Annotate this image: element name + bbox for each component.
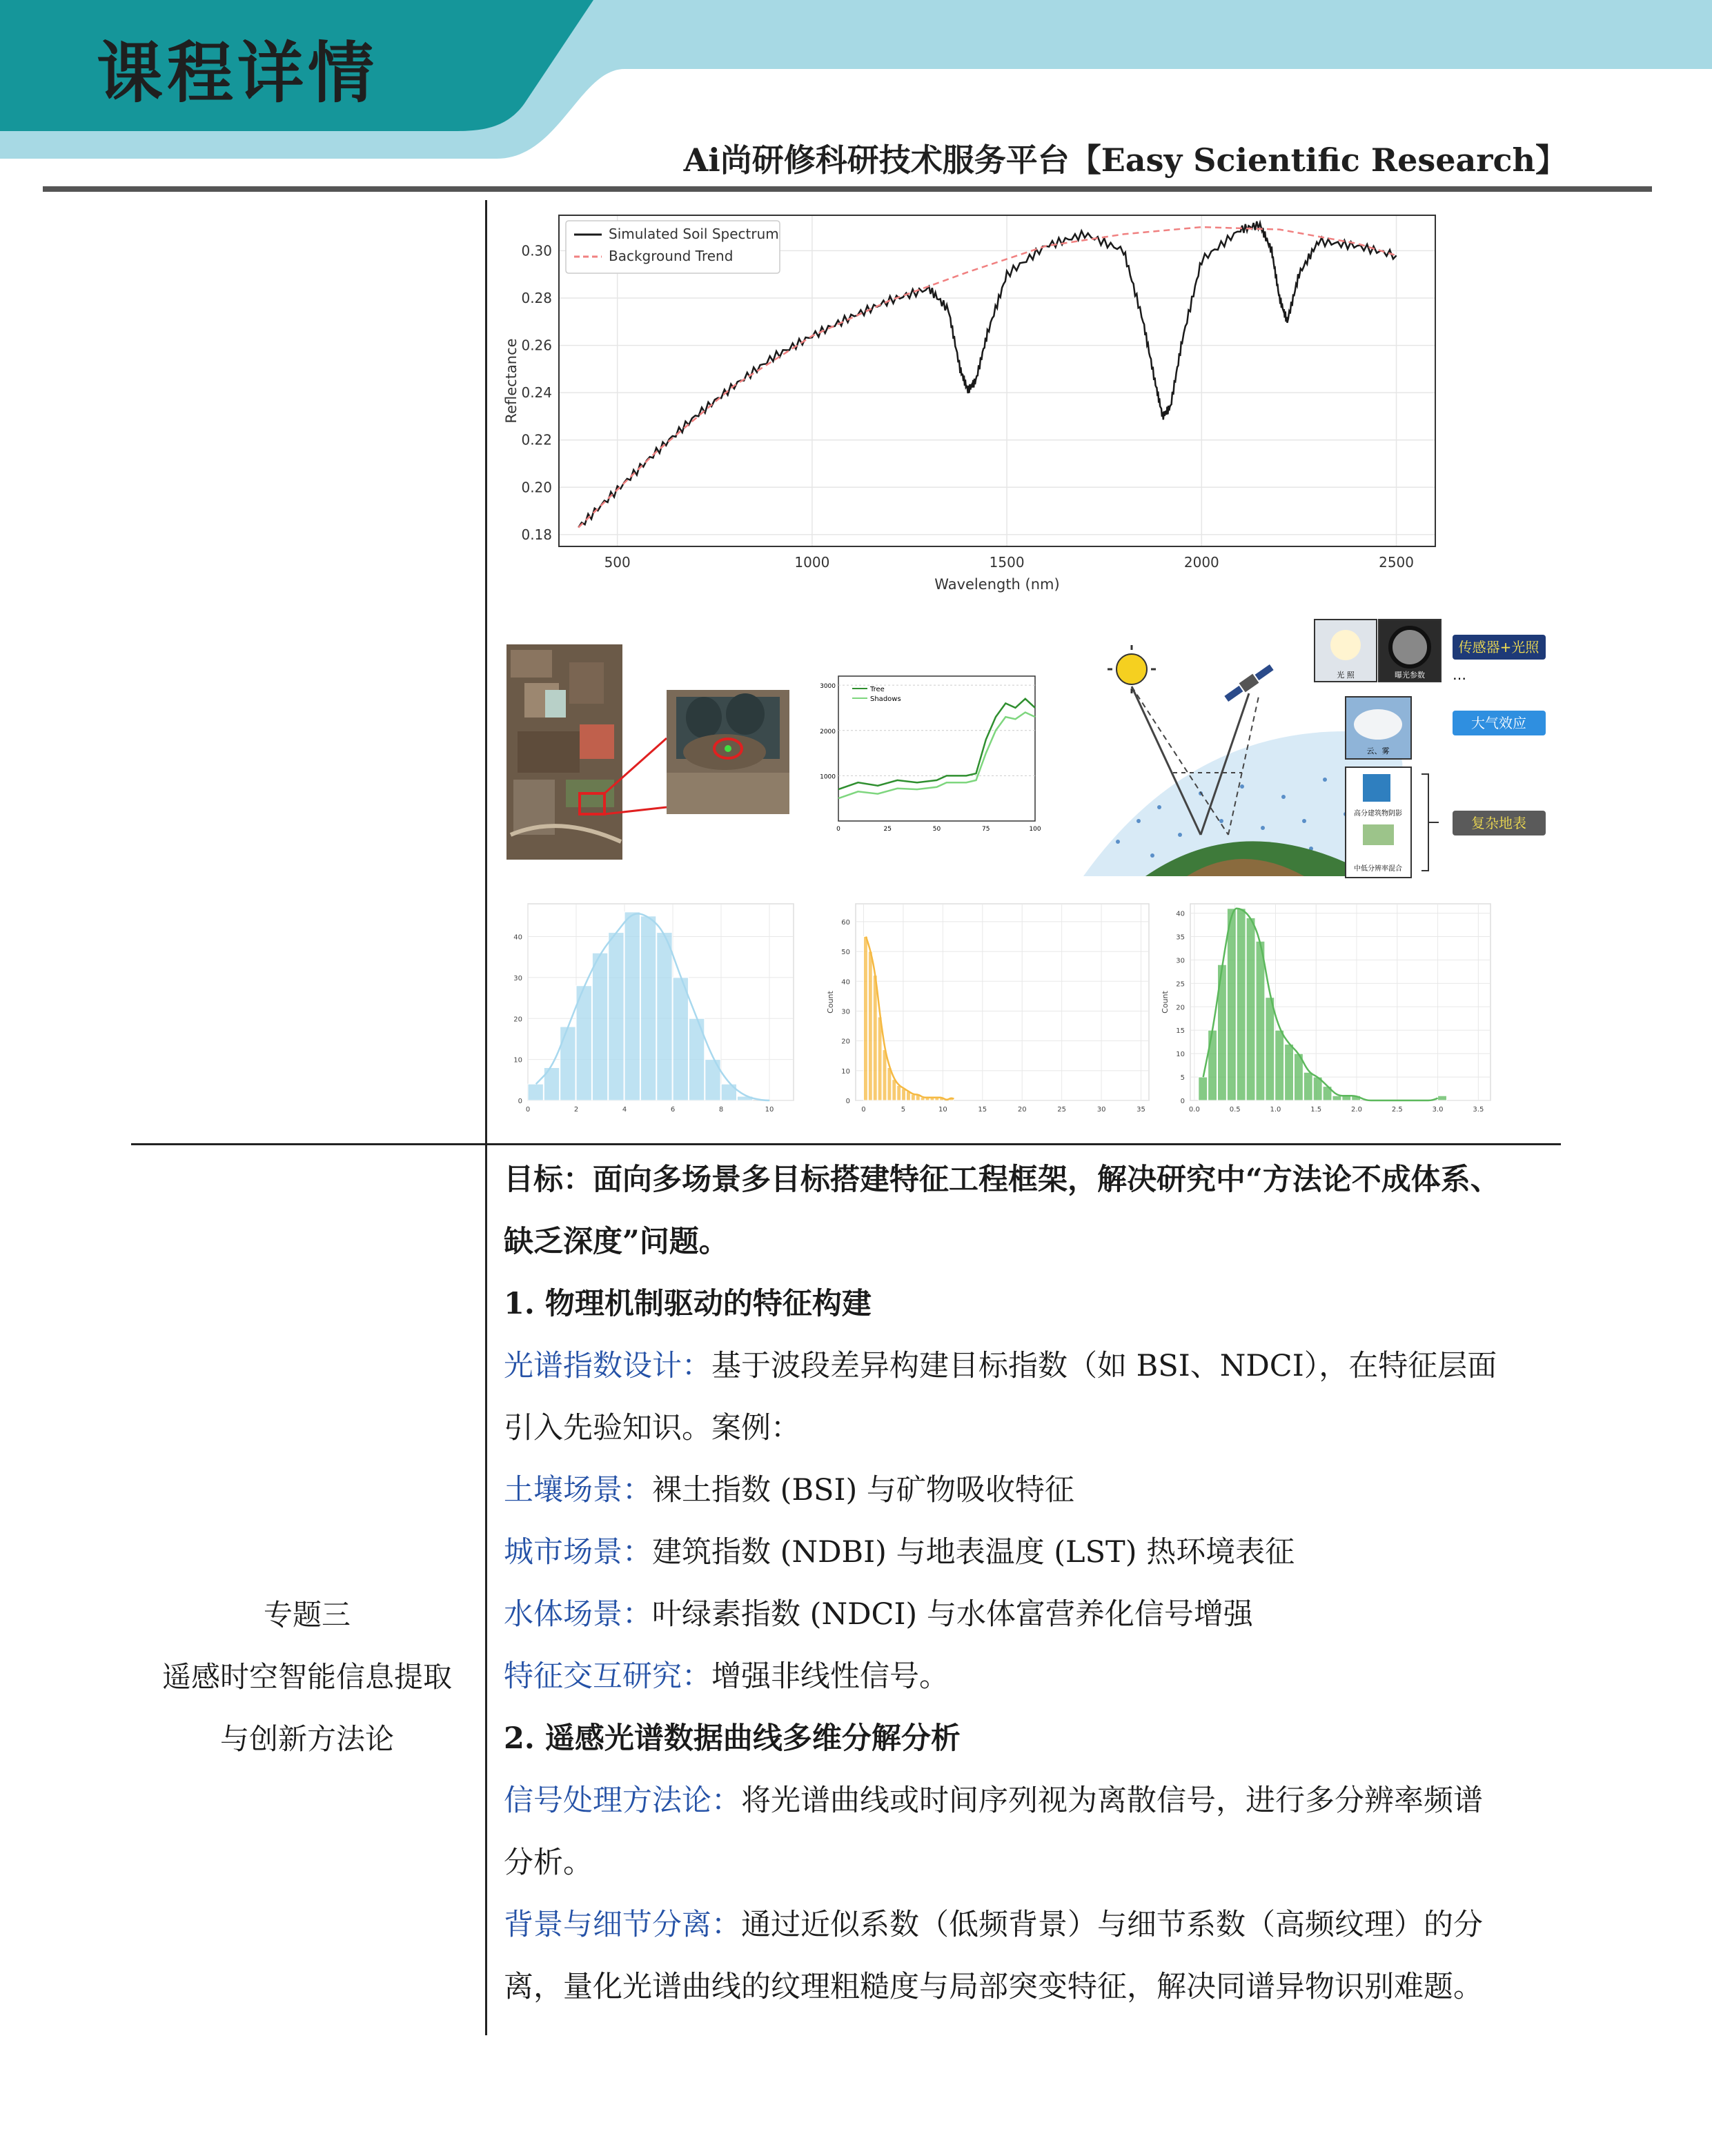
cloud-caption: 云、雾 [1366,746,1390,755]
y-tick-label: 3000 [820,683,836,691]
city-scene-text: 建筑指数 (NDBI) 与地表温度 (LST) 热环境表征 [652,1535,1295,1570]
histogram-bar [609,933,624,1100]
y-tick-label: 30 [513,974,522,982]
topic-content [504,1149,1566,2018]
x-tick-label: 500 [604,554,631,571]
histogram-orange [825,897,1156,1138]
detail-text2: 离，量化光谱曲线的纹理粗糙度与局部突变特征，解决同谱异物识别难题。 [504,1970,1483,2004]
surface-label: 复杂地表 [1471,815,1526,831]
svg-text:…: … [1453,666,1466,683]
detail-item [504,1894,1566,1956]
histogram-bar [1237,909,1246,1100]
x-tick-label: 2000 [1183,554,1219,571]
histogram-bar [1256,941,1265,1100]
histogram-bar [1303,1072,1312,1100]
topic-number: 专题三 [263,1598,351,1632]
x-tick-label: 1500 [989,554,1025,571]
atmosphere-label: 大气效应 [1471,715,1526,731]
y-tick-label: 10 [513,1056,522,1065]
x-tick-label: 0 [525,1106,531,1114]
histogram-bar [592,953,607,1100]
histogram-bar [1227,909,1236,1100]
y-tick-label: 5 [1180,1074,1185,1082]
x-tick-label: 15 [978,1106,987,1114]
histogram-bar [1275,1030,1284,1100]
plot-frame [838,676,1035,821]
legend-label: Tree [870,686,885,693]
y-tick-label: 50 [841,949,850,957]
x-tick-label: 2.0 [1351,1106,1362,1114]
building-caption: 高分建筑物阴影 [1354,810,1402,818]
histogram-bar [1208,1030,1217,1100]
water-scene-label: 水体场景： [504,1597,652,1632]
y-tick-label: 20 [1176,1004,1185,1012]
remote-sensing-diagram [1076,614,1573,890]
histogram-green [1159,897,1497,1138]
x-tick-label: 1.0 [1270,1106,1281,1114]
goal-line1: 目标：面向多场景多目标搭建特征工程框架，解决研究中“方法论不成体系、 [504,1163,1500,1197]
y-tick-label: 0.18 [521,526,552,543]
legend-label: Shadows [870,695,901,703]
section1-title: 1. 物理机制驱动的特征构建 [504,1287,872,1321]
histogram-bar [897,1085,901,1100]
x-tick-label: 2.5 [1391,1106,1403,1114]
x-tick-label: 100 [1029,826,1041,833]
x-tick-label: 3.0 [1432,1106,1444,1114]
y-tick-label: 0.28 [521,290,552,306]
x-tick-label: 35 [1137,1106,1145,1114]
x-tick-label: 2 [573,1106,579,1114]
y-tick-label: 35 [1176,933,1185,942]
histogram-bar [1266,998,1275,1100]
legend-label: Simulated Soil Spectrum [609,226,779,242]
signal-item [504,1770,1566,1832]
soil-scene-label: 土壤场景： [504,1473,652,1507]
histogram-bar [868,951,872,1100]
y-tick-label: 10 [841,1067,850,1076]
y-tick-label: 60 [841,918,850,927]
histogram-bar [911,1094,915,1100]
spectral-index-label: 光谱指数设计： [504,1349,711,1383]
section2-title: 2. 遥感光谱数据曲线多维分解分析 [504,1721,961,1756]
x-tick-label: 3.5 [1473,1106,1484,1114]
y-tick-label: 1000 [820,773,836,781]
x-tick-label: 1.5 [1310,1106,1322,1114]
histogram-bar [657,933,672,1100]
signal-label: 信号处理方法论： [504,1783,741,1818]
y-tick-label: 0 [845,1098,850,1105]
x-tick-label: 10 [938,1106,947,1114]
city-scene-item [504,1521,1566,1583]
y-tick-label: 15 [1176,1027,1185,1036]
water-scene-item [504,1583,1566,1645]
light-caption: 光 照 [1337,671,1355,680]
x-tick-label: 25 [883,826,892,833]
histogram-bar [1332,1096,1341,1100]
detail-text: 通过近似系数（低频背景）与细节系数（高频纹理）的分 [741,1908,1483,1942]
y-axis-label: Count [1161,991,1170,1013]
x-tick-label: 1000 [794,554,830,571]
table-row-divider [131,1143,1561,1145]
y-tick-label: 10 [1176,1051,1185,1059]
tree-shadow-reflectance-chart [807,669,1042,849]
header-rule [43,186,1652,192]
y-tick-label: 40 [513,933,522,942]
y-axis-label: Reflectance [503,338,520,424]
x-axis-label: Wavelength (nm) [934,576,1060,593]
detail-label: 背景与细节分离： [504,1908,741,1942]
signal-text2: 分析。 [504,1846,593,1880]
signal-text: 将光谱曲线或时间序列视为离散信号，进行多分辨率频谱 [741,1783,1483,1818]
x-tick-label: 2500 [1379,554,1415,571]
water-scene-text: 叶绿素指数 (NDCI) 与水体富营养化信号增强 [652,1597,1253,1632]
histogram-bar [892,1080,896,1100]
y-tick-label: 20 [841,1038,850,1046]
goal-line2: 缺乏深度”问题。 [504,1225,729,1259]
histogram-bar [1438,1096,1447,1100]
histogram-bar [560,1027,575,1100]
x-tick-label: 0.5 [1229,1106,1241,1114]
y-tick-label: 0.26 [521,337,552,354]
page-title: 课程详情 [97,34,378,112]
sensor-light-label: 传感器+光照 [1458,639,1539,655]
x-tick-label: 8 [718,1106,724,1114]
legend-label: Background Trend [609,248,734,264]
histogram-bar [1285,1045,1294,1100]
x-tick-label: 0 [836,826,840,833]
soil-spectrum-chart [497,200,1449,600]
histogram-bar [873,976,877,1100]
y-tick-label: 0 [1180,1098,1185,1105]
spectral-index-item [504,1335,1566,1397]
x-tick-label: 6 [670,1106,676,1114]
y-tick-label: 0.30 [521,242,552,259]
histogram-bar [640,916,656,1100]
table-column-divider [485,200,487,2035]
x-tick-label: 75 [982,826,990,833]
topic-cell [131,1584,483,1770]
y-axis-label: Count [826,991,835,1013]
y-tick-label: 0 [518,1098,522,1105]
y-tick-label: 25 [1176,980,1185,989]
y-tick-label: 2000 [820,728,836,735]
y-tick-label: 40 [841,978,850,987]
x-tick-label: 10 [765,1106,774,1114]
histogram-bar [721,1084,736,1100]
histogram-bar [1246,918,1255,1100]
topic-title-line1: 遥感时空智能信息提取 [161,1660,452,1694]
x-tick-label: 30 [1096,1106,1106,1114]
histogram-blue [497,897,800,1138]
y-tick-label: 20 [513,1016,522,1024]
x-tick-label: 0.0 [1188,1106,1200,1114]
x-tick-label: 50 [932,826,941,833]
x-tick-label: 20 [1017,1106,1027,1114]
soil-scene-text: 裸土指数 (BSI) 与矿物吸收特征 [652,1473,1074,1507]
y-tick-label: 30 [841,1008,850,1016]
histogram-bar [863,937,867,1101]
histogram-bar [902,1089,906,1100]
x-tick-label: 5 [901,1106,906,1114]
x-tick-label: 4 [622,1106,627,1114]
interaction-text: 增强非线性信号。 [711,1659,949,1694]
sensor-caption: 曝光参数 [1395,671,1425,680]
histogram-bar [883,1050,887,1100]
spectral-index-text2: 引入先验知识。案例： [504,1411,800,1445]
satellite-image-figure [504,642,794,862]
histogram-bar [624,912,640,1100]
city-scene-label: 城市场景： [504,1535,652,1570]
topic-title-line2: 与创新方法论 [219,1722,394,1756]
spectral-index-text: 基于波段差异构建目标指数（如 BSI、NDCI），在特征层面 [711,1349,1497,1383]
x-tick-label: 0 [861,1106,866,1114]
interaction-label: 特征交互研究： [504,1659,711,1694]
mixed-caption: 中低分辨率混合 [1354,865,1402,873]
y-tick-label: 0.24 [521,384,552,402]
y-tick-label: 30 [1176,957,1185,965]
x-tick-label: 25 [1057,1106,1067,1114]
interaction-item [504,1645,1566,1708]
platform-name: Ai尚研修科研技术服务平台【Easy Scientific Research】 [683,141,1567,179]
y-tick-label: 0.20 [521,479,552,496]
histogram-bar [673,978,688,1100]
histogram-bar [528,1084,543,1100]
y-tick-label: 0.22 [521,431,552,448]
histogram-bar [576,986,591,1100]
histogram-bar [1199,1077,1208,1100]
y-tick-label: 40 [1176,910,1185,918]
soil-scene-item [504,1459,1566,1521]
